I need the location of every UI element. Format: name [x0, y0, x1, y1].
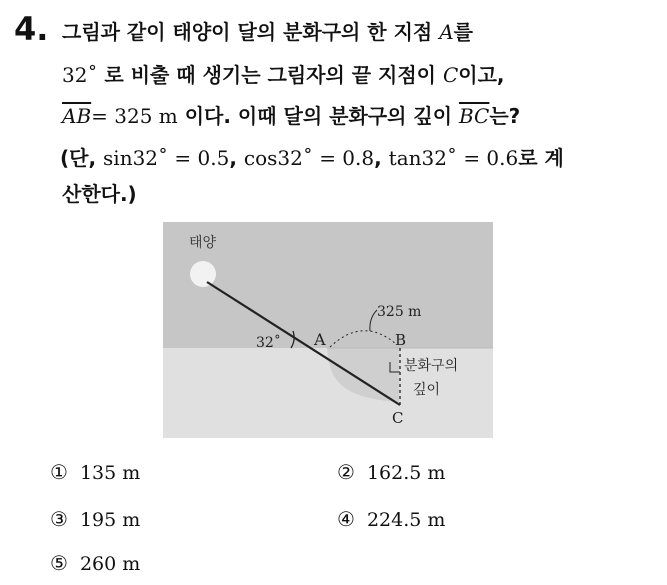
- question-line-1: [62, 16, 473, 45]
- depth-label-1: 분화구의: [404, 358, 459, 374]
- point-b-label: B: [395, 331, 407, 349]
- choice-value: 260 m: [79, 553, 141, 575]
- choice-5[interactable]: [50, 551, 140, 575]
- choice-3[interactable]: [50, 507, 140, 531]
- choice-4[interactable]: [337, 507, 445, 531]
- choice-value: 135 m: [79, 462, 141, 484]
- choice-mark: ④: [337, 507, 355, 531]
- sun-label: 태양: [189, 235, 217, 251]
- crater-figure: [163, 222, 493, 438]
- point-c-var: C: [442, 63, 459, 87]
- question-text: 로 비출 때 생기는 그림자의 끝 지점이: [97, 63, 443, 87]
- choice-mark: ①: [50, 460, 68, 484]
- segment-ab: $\overline{AB}$: [62, 104, 92, 128]
- question-text: 로 계: [518, 146, 564, 170]
- choice-mark: ⑤: [50, 551, 68, 575]
- angle-label: 32˚: [256, 335, 281, 351]
- depth-label-2: 깊이: [413, 382, 441, 398]
- point-a-label: A: [314, 330, 326, 349]
- question-number: 4.: [14, 10, 49, 48]
- question-text: 산한다.): [62, 182, 137, 206]
- cos-value: cos32˚ = 0.8: [243, 146, 375, 170]
- point-c-label: C: [392, 409, 404, 427]
- segment-ab-length: = 325 m: [91, 104, 178, 128]
- segment-bc: $\overline{BC}$: [458, 104, 490, 128]
- question-line-3: [62, 100, 520, 129]
- sun-icon: [190, 261, 216, 287]
- question-text: 이다. 이때 달의 분화구의 깊이: [177, 104, 459, 128]
- choice-mark: ③: [50, 507, 68, 531]
- choice-value: 224.5 m: [366, 509, 446, 531]
- question-text: 이고,: [458, 63, 505, 87]
- question-line-5: [62, 178, 137, 207]
- choice-1[interactable]: [50, 460, 140, 484]
- distance-label: 325 m: [377, 304, 422, 320]
- question-text: 는?: [489, 104, 521, 128]
- condition-open: (단,: [60, 146, 104, 170]
- sin-value: sin32˚ = 0.5: [103, 146, 230, 170]
- tan-value: tan32˚ = 0.6: [388, 146, 519, 170]
- choice-mark: ②: [337, 460, 355, 484]
- question-text: 그림과 같이 태양이 달의 분화구의 한 지점: [62, 20, 440, 44]
- angle-value: 32˚: [62, 63, 98, 87]
- question-text: 를: [453, 20, 473, 44]
- choice-2[interactable]: [337, 460, 445, 484]
- question-line-4: [60, 142, 564, 171]
- question-line-2: [62, 59, 505, 88]
- separator: ,: [374, 146, 389, 170]
- choice-value: 195 m: [79, 509, 141, 531]
- choice-value: 162.5 m: [366, 462, 446, 484]
- separator: ,: [229, 146, 244, 170]
- point-a-var: A: [439, 20, 454, 44]
